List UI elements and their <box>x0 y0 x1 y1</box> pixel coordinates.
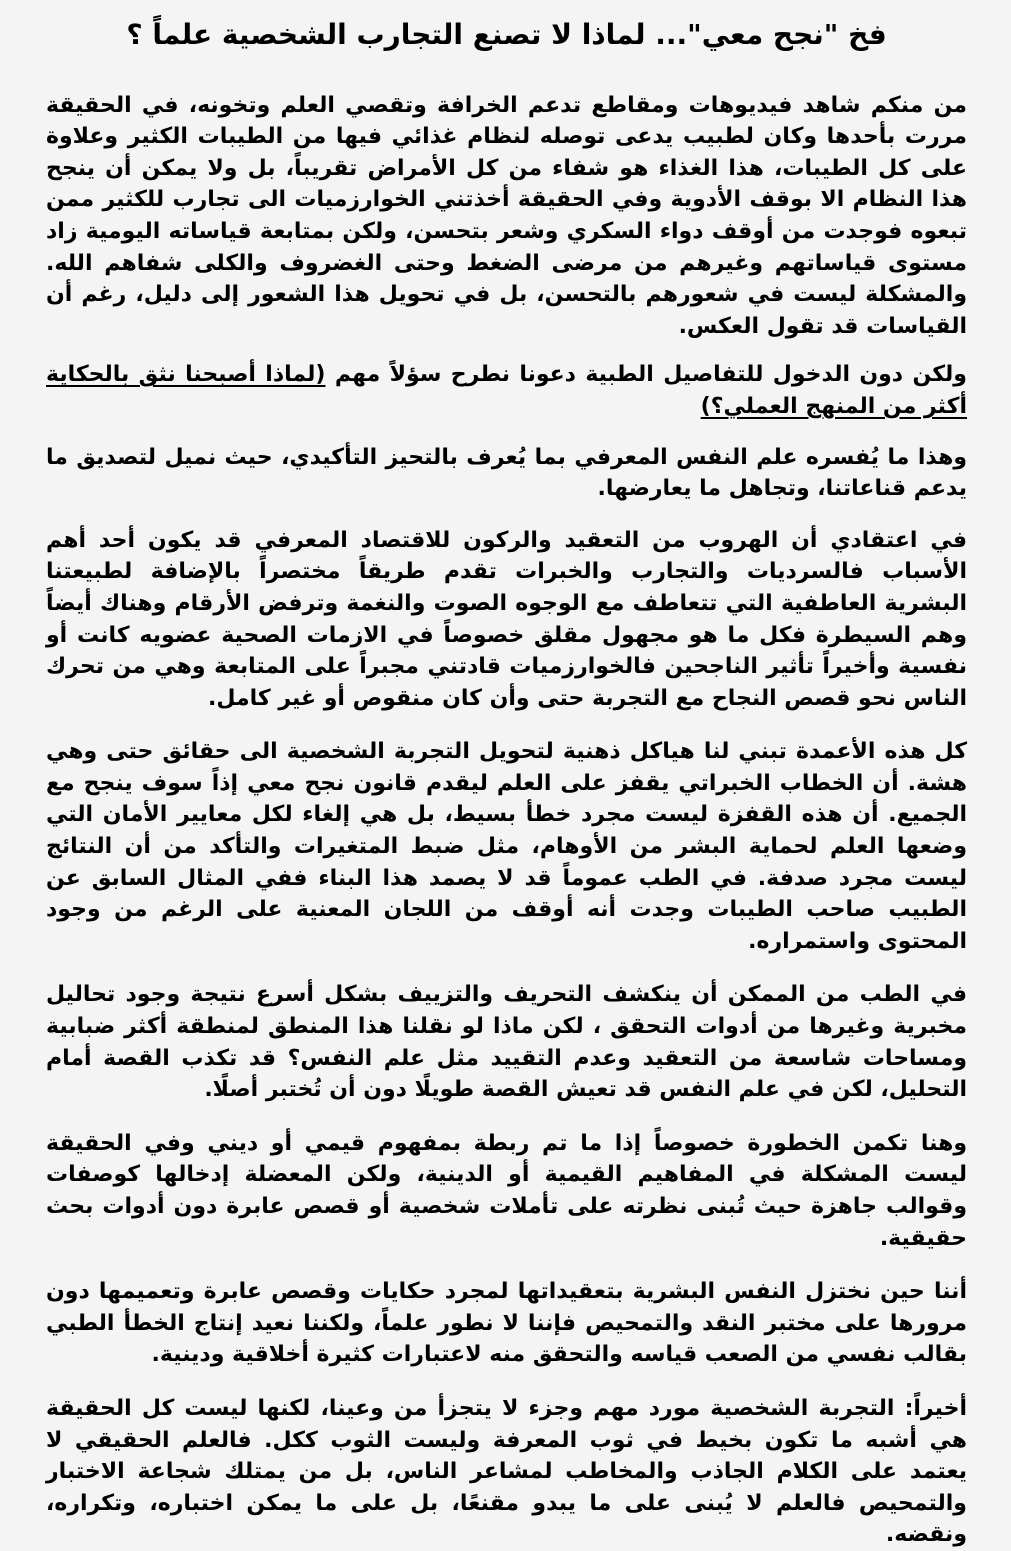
paragraph-intro: من منكم شاهد فيديوهات ومقاطع تدعم الخرافة وتقصي العلم وتخونه، في الحقيقة مررت بأحدها وكان لطبيب يدعى توصله لنظام غذائي فيها من الطيبات الكثير وعلاوة على كل الطيبات، هذا الغذاء هو شفاء من كل الأمراض تقريباً، بل ولا يمكن أن ينجح هذا النظام الا بوقف الأدوية وفي الحقيقة أخذتني الخوارزميات الى تجارب للكثير ممن تبعوه فوجدت من أوقف دواء السكري وشعر بتحسن، ولكن بمتابعة قياساته اليومية زاد مستوى قياساتهم وغيرهم من مرضى الضغط وحتى الغضروف والكلى شفاهم الله. والمشكلة ليست في شعورهم بالتحسن، بل في تحويل هذا الشعور إلى دليل، رغم أن القياسات قد تقول العكس. <box>46 92 967 339</box>
paragraph-reasons: في اعتقادي أن الهروب من التعقيد والركون للاقتصاد المعرفي قد يكون أحد أهم الأسباب فالسرديات والتجارب والخبرات تقدم طريقاً مختصراً بالإضافة لطبيعتنا البشرية العاطفية التي تتعاطف مع الوجوه الصوت والنغمة وترفض الأرقام وهناك أيضاً وهم السيطرة فكل ما هو مجهول مقلق خصوصاً في الازمات الصحية عضويه كانت أو نفسية وأخيراً تأثير الناجحين فالخوارزميات قادتني مجبراً على المتابعة وهي من تحرك الناس نحو قصص النجاح مع التجربة حتى وأن كان منقوص أو غير كامل. <box>46 527 967 711</box>
paragraph-mental-structures: كل هذه الأعمدة تبني لنا هياكل ذهنية لتحويل التجربة الشخصية الى حقائق حتى وهي هشة. أن الخطاب الخبراتي يقفز على العلم ليقدم قانون نجح معي إذاً سوف ينجح مع الجميع. أن هذه القفزة ليست مجرد خطأ بسيط، بل هي إلغاء لكل معايير الأمان التي وضعها العلم لحماية البشر من الأوهام، مثل ضبط المتغيرات والتأكد من أن النتائج ليست مجرد صدفة. في الطب عموماً قد لا يصمد هذا البناء ففي المثال السابق عن الطبيب صاحب الطيبات وجدت أنه أوقف من اللجان المعنية على الرغم من وجود المحتوى واستمراره. <box>46 739 967 954</box>
paragraph-medicine-vs-psychology: في الطب من الممكن أن ينكشف التحريف والتزييف بشكل أسرع نتيجة وجود تحاليل مخبرية وغيرها من أدوات التحقق ، لكن ماذا لو نقلنا هذا المنطق لمنطقة أكثر ضبابية ومساحات شاسعة من التعقيد وعدم التقييد مثل علم النفس؟ قد تكذب القصة أمام التحليل، لكن في علم النفس قد تعيش القصة طويلًا دون أن تُختبر أصلًا. <box>46 982 967 1103</box>
paragraph-reduction: أننا حين نختزل النفس البشرية بتعقيداتها لمجرد حكايات وقصص عابرة وتعميمها دون مرورها على مختبر النقد والتمحيص فإننا لا نطور علماً، ولكننا نعيد إنتاج الخطأ الطبي بقالب نفسي من الصعب قياسه والتحقق منه لاعتبارات كثيرة أخلاقية ودينية. <box>46 1279 967 1368</box>
underlined-question: (لماذا أصبحنا نثق بالحكاية أكثر من المنهج العملي؟) <box>46 362 967 419</box>
paragraph-confirmation-bias: وهذا ما يُفسره علم النفس المعرفي بما يُعرف بالتحيز التأكيدي، حيث نميل لتصديق ما يدعم قناعاتنا، وتجاهل ما يعارضها. <box>46 444 967 502</box>
question-intro-text: ولكن دون الدخول للتفاصيل الطبية دعونا نطرح سؤلاً مهم <box>334 362 967 388</box>
article-title: فخ "نجح معي"... لماذا لا تصنع التجارب الشخصية علماً ؟ <box>126 18 887 51</box>
paragraph-danger: وهنا تكمن الخطورة خصوصاً إذا ما تم ربطة بمفهوم قيمي أو ديني وفي الحقيقة ليست المشكلة في المفاهيم القيمية أو الدينية، ولكن المعضلة إدخالها كوصفات وقوالب جاهزة حيث تُبنى نظرته على تأملات شخصية أو قصص عابرة دون أدوات بحث حقيقية. <box>46 1130 967 1251</box>
paragraph-question <box>46 359 967 422</box>
paragraph-conclusion: أخيراً: التجربة الشخصية مورد مهم وجزء لا يتجزأ من وعينا، لكنها ليست كل الحقيقة هي أشبه ما تكون بخيط في ثوب المعرفة وليست الثوب ككل. فالعلم الحقيقي لا يعتمد على الكلام الجاذب والمخاطب لمشاعر الناس، بل من يمتلك شجاعة الاختبار والتمحيص فالعلم لا يُبنى على ما يبدو مقنعًا، بل على ما يمكن اختباره، وتكراره، ونقضه. <box>46 1395 967 1548</box>
